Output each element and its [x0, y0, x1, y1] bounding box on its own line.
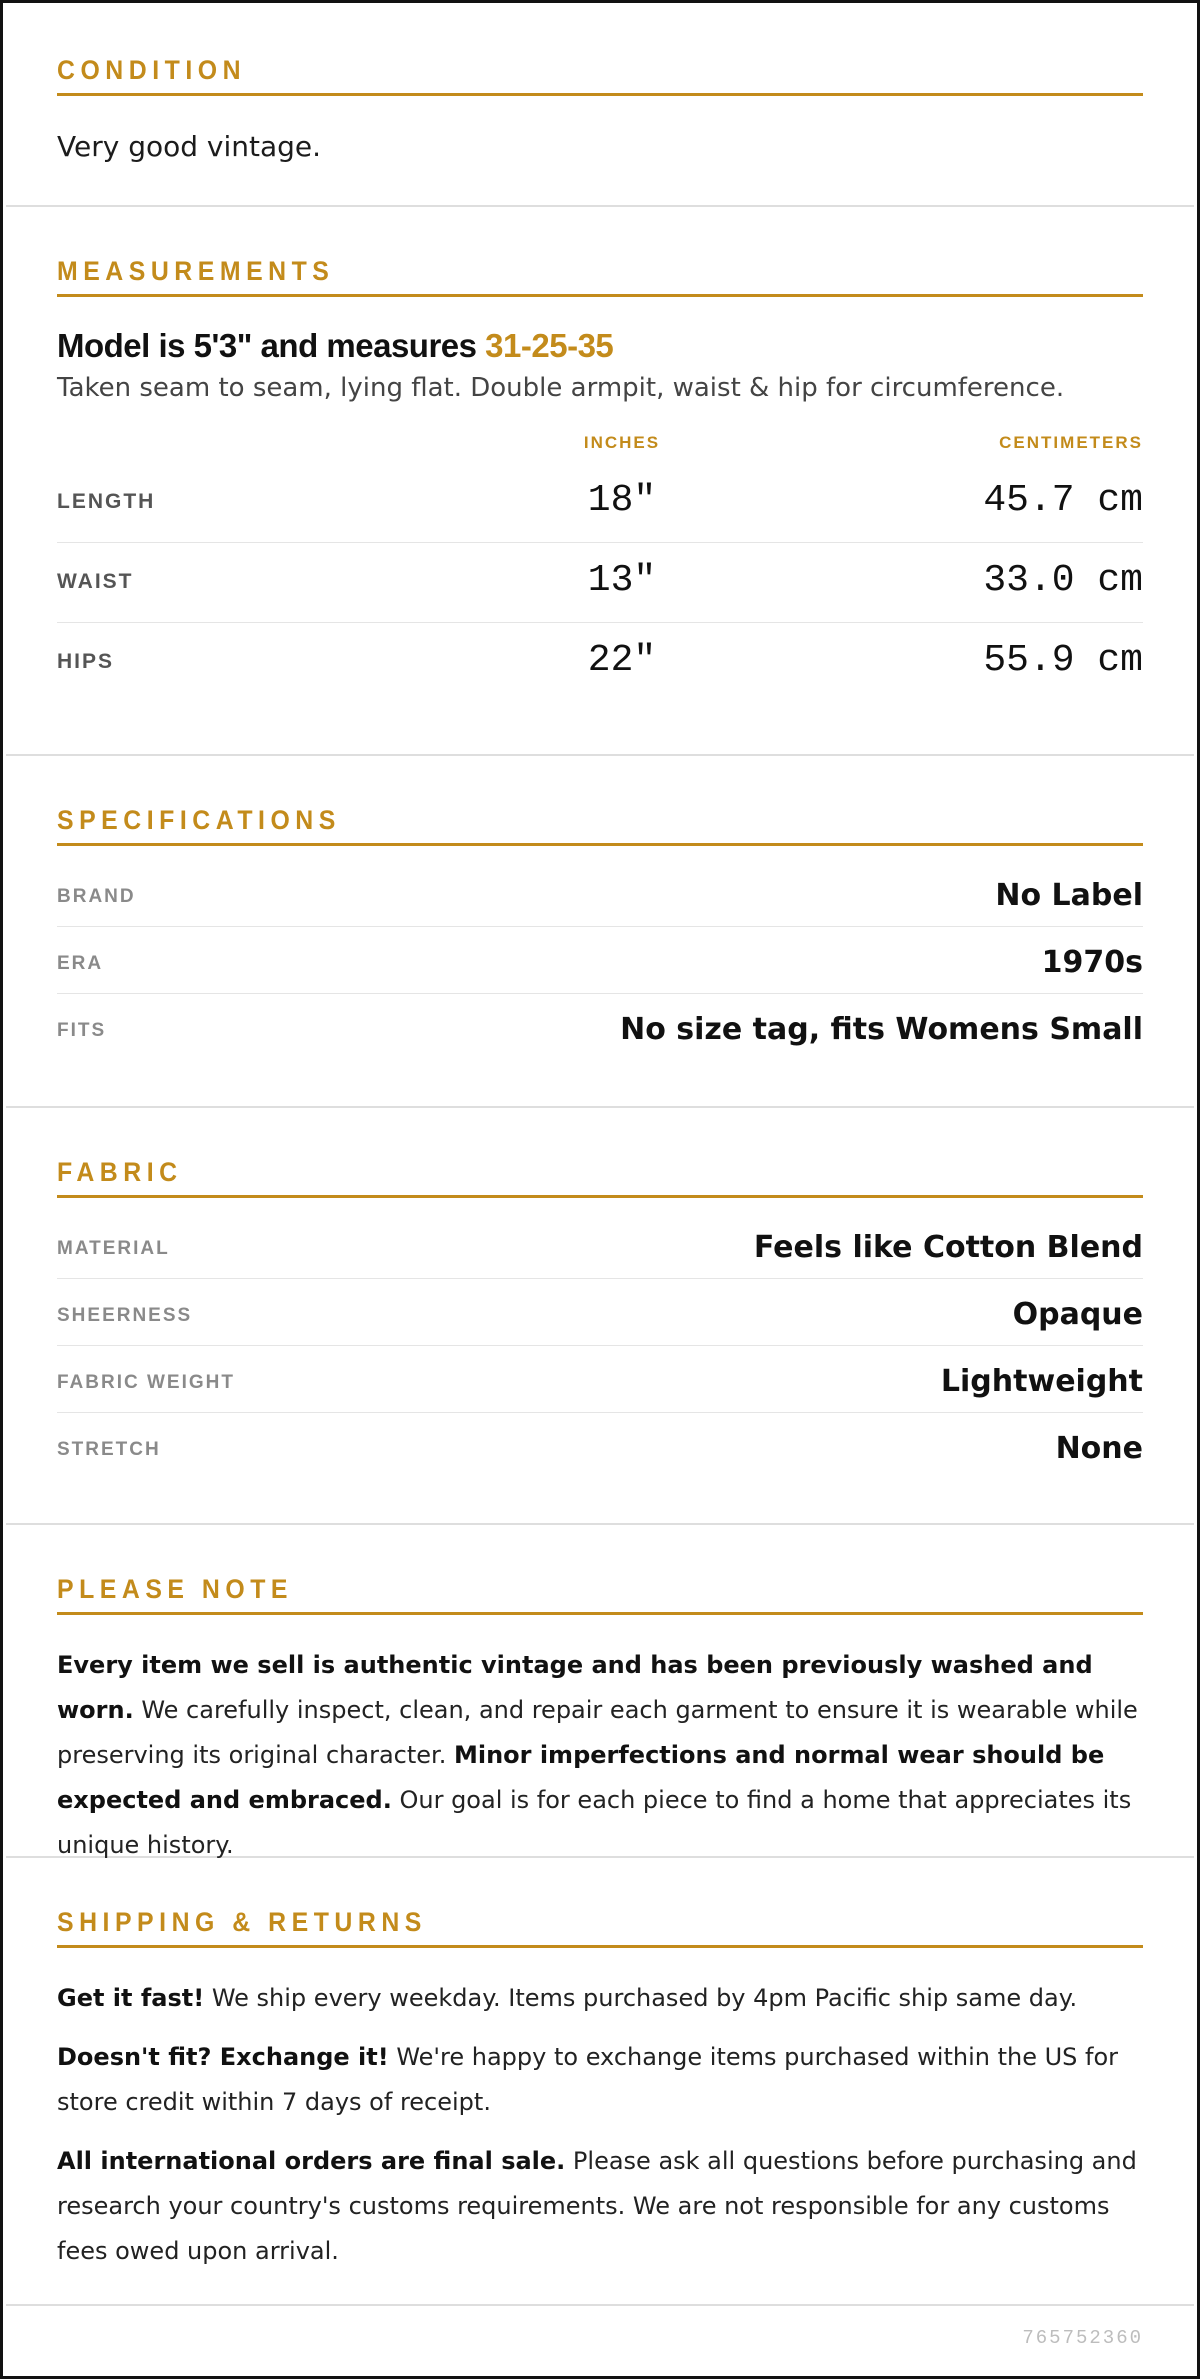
list-item: [57, 1413, 1143, 1480]
shipping-returns-section: [6, 1858, 1194, 2306]
fabric-label: STRETCH: [57, 1439, 161, 1460]
condition-text: Very good vintage.: [57, 130, 322, 163]
spec-value: No size tag, fits Womens Small: [620, 1012, 1143, 1047]
row-inches: 13": [587, 559, 657, 602]
fabric-value: Lightweight: [940, 1364, 1143, 1399]
measurements-section: [6, 207, 1194, 756]
table-row: [57, 543, 1143, 623]
note-bold-1: Every item we sell is authentic vintage and has been previously washed and worn.: [57, 1651, 1093, 1724]
model-measure-value: 31-25-35: [485, 327, 614, 364]
model-measurements: [57, 327, 1143, 365]
measurements-heading: MEASUREMENTS: [57, 251, 1143, 297]
note-text-1: We carefully inspect, clean, and repair each garment to ensure it is wearable while preserving its original character.: [57, 1696, 1138, 1769]
spec-value: No Label: [995, 878, 1143, 913]
condition-section: [6, 6, 1194, 207]
row-label: HIPS: [57, 650, 115, 673]
shipping-text: Please ask all questions before purchasing and research your country's customs requirements. We are not responsible for any customs fees owed upon arrival.: [57, 2147, 1137, 2265]
row-label: WAIST: [57, 570, 134, 593]
note-bold-2: Minor imperfections and normal wear should be expected and embraced.: [57, 1741, 1105, 1814]
please-note-heading: PLEASE NOTE: [57, 1569, 1143, 1615]
row-label: LENGTH: [57, 490, 156, 513]
shipping-paragraph-fast: [57, 1976, 1143, 2021]
fabric-section: [6, 1108, 1194, 1525]
fabric-value: Opaque: [1012, 1297, 1143, 1332]
table-row: [57, 463, 1143, 543]
row-cm: 55.9 cm: [983, 639, 1143, 682]
list-item: [57, 994, 1143, 1061]
fabric-label: SHEERNESS: [57, 1305, 193, 1326]
fabric-label: MATERIAL: [57, 1238, 170, 1259]
product-sku: 765752360: [1022, 2327, 1143, 2349]
shipping-paragraph-international: [57, 2139, 1143, 2274]
measurements-table-header: [57, 433, 1143, 463]
please-note-section: [6, 1525, 1194, 1858]
shipping-paragraph-exchange: [57, 2035, 1143, 2125]
shipping-text: We're happy to exchange items purchased within the US for store credit within 7 days of receipt.: [57, 2043, 1119, 2116]
measurements-table: [57, 463, 1143, 703]
specifications-section: [6, 756, 1194, 1108]
specifications-list: [57, 860, 1143, 1061]
spec-value: 1970s: [1041, 945, 1143, 980]
list-item: [57, 1346, 1143, 1413]
row-inches: 18": [587, 479, 657, 522]
measurements-subtitle: Taken seam to seam, lying flat. Double armpit, waist & hip for circumference.: [57, 373, 1065, 403]
row-inches: 22": [587, 639, 657, 682]
list-item: [57, 860, 1143, 927]
please-note-text: [57, 1643, 1143, 1868]
spec-label: FITS: [57, 1020, 107, 1041]
header-inches: INCHES: [583, 433, 661, 452]
condition-heading: CONDITION: [57, 50, 1143, 96]
header-centimeters: CENTIMETERS: [999, 433, 1143, 452]
shipping-bold: Get it fast!: [57, 1984, 205, 2012]
shipping-bold: Doesn't fit? Exchange it!: [57, 2043, 389, 2071]
list-item: [57, 1279, 1143, 1346]
spec-label: ERA: [57, 953, 104, 974]
shipping-returns-heading: SHIPPING & RETURNS: [57, 1902, 1143, 1948]
list-item: [57, 927, 1143, 994]
list-item: [57, 1212, 1143, 1279]
fabric-value: None: [1055, 1431, 1143, 1466]
shipping-bold: All international orders are final sale.: [57, 2147, 566, 2175]
fabric-value: Feels like Cotton Blend: [753, 1230, 1143, 1265]
fabric-list: [57, 1212, 1143, 1480]
spec-label: BRAND: [57, 886, 136, 907]
fabric-label: FABRIC WEIGHT: [57, 1372, 235, 1393]
shipping-text: We ship every weekday. Items purchased by 4pm Pacific ship same day.: [204, 1984, 1078, 2012]
table-row: [57, 623, 1143, 703]
specifications-heading: SPECIFICATIONS: [57, 800, 1143, 846]
note-text-2: Our goal is for each piece to find a home that appreciates its unique history.: [57, 1786, 1132, 1859]
row-cm: 45.7 cm: [983, 479, 1143, 522]
model-prefix: Model is 5'3" and measures: [57, 327, 486, 364]
fabric-heading: FABRIC: [57, 1152, 1143, 1198]
row-cm: 33.0 cm: [983, 559, 1143, 602]
